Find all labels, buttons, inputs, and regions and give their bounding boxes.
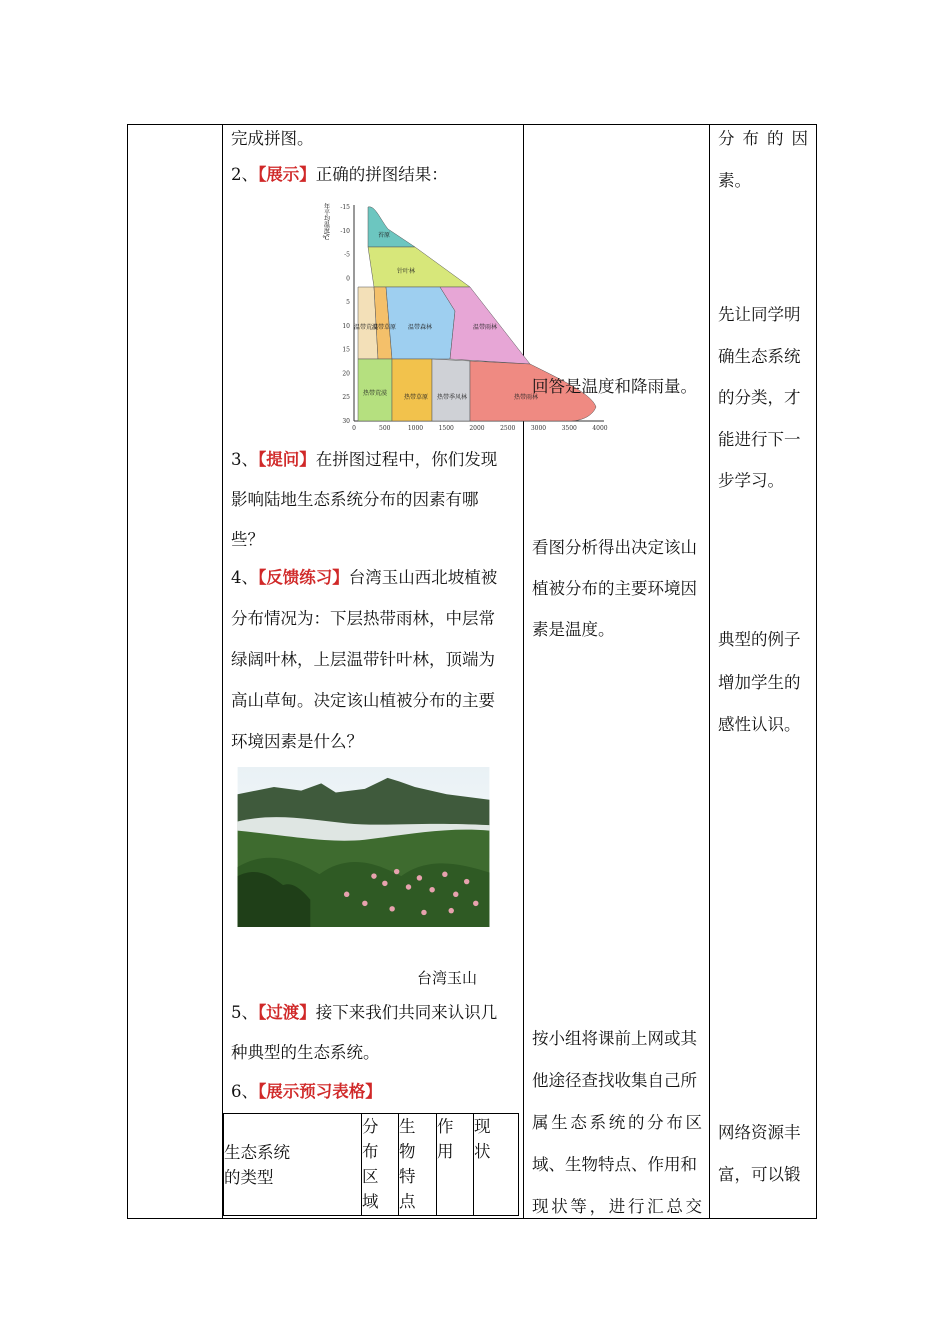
x-tick-label: 0	[352, 425, 356, 432]
text-line: 些？	[231, 530, 264, 549]
answer-3-line1: 按小组将课前上网或其	[532, 1029, 697, 1048]
item-text: 在拼图过程中，你们发现	[315, 450, 498, 469]
column-student-activity	[524, 125, 710, 1219]
header-type-line1: 生态系统	[224, 1142, 290, 1162]
header-char: 物	[399, 1142, 416, 1161]
item-text: 台湾玉山西北坡植被	[348, 568, 498, 587]
note-3-line1: 典型的例子	[718, 630, 801, 649]
x-tick-label: 2500	[500, 425, 516, 432]
item-number: 2、	[231, 165, 258, 184]
x-tick-label: 2000	[469, 425, 485, 432]
note-2-line3: 的分类，才	[718, 388, 801, 407]
item-5	[231, 1003, 497, 1023]
y-tick-label: 15	[342, 346, 350, 354]
region-tropical-grassland	[392, 359, 432, 421]
y-tick-label: 0	[346, 275, 350, 283]
region-tundra	[368, 207, 415, 247]
tag-question: 【提问】	[258, 450, 316, 469]
header-char: 特	[399, 1167, 416, 1186]
header-type	[224, 1114, 362, 1216]
label-temperate-rainforest: 温带雨林	[472, 324, 498, 331]
label-tropical-grassland: 热带草原	[403, 394, 429, 401]
x-tick-label: 3500	[561, 425, 577, 432]
header-char: 分	[362, 1117, 379, 1136]
item-4	[231, 568, 497, 588]
header-char: 域	[362, 1192, 379, 1211]
yushan-photo	[225, 767, 502, 927]
answer-3-line3: 属生态系统的分布区	[532, 1113, 702, 1132]
note-1-line2: 素。	[718, 171, 751, 190]
note-1-line1: 分布的因	[718, 129, 808, 148]
x-tick-label: 4000	[592, 425, 608, 432]
item-number: 6、	[231, 1082, 258, 1101]
header-char: 用	[437, 1142, 454, 1161]
note-2-line5: 步学习。	[718, 471, 784, 490]
item-6	[231, 1082, 382, 1102]
label-temperate-grassland: 温带草原	[371, 324, 397, 331]
tag-preview-table: 【展示预习表格】	[258, 1082, 382, 1101]
answer-2-line2: 植被分布的主要环境因	[532, 579, 697, 598]
x-tick-label: 3000	[530, 425, 547, 432]
column-design-intent	[710, 125, 817, 1219]
header-char: 状	[474, 1142, 491, 1161]
y-tick-label: 5	[346, 299, 350, 307]
label-temperate-desert: 温带荒漠	[353, 324, 379, 331]
column-empty	[128, 125, 223, 1219]
item-text: 正确的拼图结果：	[315, 165, 448, 184]
label-temperate-forest: 温带森林	[407, 324, 433, 331]
item-number: 4、	[231, 568, 258, 587]
text-line: 高山草甸。决定该山植被分布的主要	[231, 691, 495, 710]
text-line: 绿阔叶林，上层温带针叶林，顶端为	[231, 650, 495, 669]
note-4-line1: 网络资源丰	[718, 1123, 801, 1142]
header-bio	[399, 1114, 437, 1216]
chart-ylabel: 年平均温度/℃	[322, 203, 330, 243]
text-line: 分布情况为：下层热带雨林，中层常	[231, 609, 495, 628]
tag-feedback: 【反馈练习】	[258, 568, 349, 587]
label-conifer: 针叶林	[396, 268, 416, 275]
label-tropical-desert: 热带荒漠	[362, 390, 388, 397]
item-number: 5、	[231, 1003, 258, 1022]
header-char: 点	[399, 1192, 416, 1211]
region-temperate-forest	[386, 287, 455, 359]
y-tick-label: 25	[342, 394, 350, 402]
label-tundra: 苔原	[377, 232, 391, 239]
x-tick-label: 1000	[407, 425, 424, 432]
header-char: 现	[474, 1117, 491, 1136]
item-number: 3、	[231, 450, 258, 469]
y-tick-label: 30	[342, 418, 350, 425]
lesson-plan-table	[127, 124, 817, 1219]
region-tropical-seasonal	[432, 359, 470, 421]
header-type-line2: 的类型	[224, 1167, 274, 1187]
photo-caption: 台湾玉山	[417, 969, 478, 987]
x-tick-label: 1500	[438, 425, 454, 432]
y-tick-label: 10	[342, 322, 350, 330]
note-2-line4: 能进行下一	[718, 430, 801, 449]
tag-show: 【展示】	[258, 165, 316, 184]
answer-3-line4: 域、生物特点、作用和	[532, 1155, 697, 1174]
answer-3-line5: 现状等，进行汇总交	[532, 1197, 702, 1216]
text-line: 种典型的生态系统。	[231, 1043, 380, 1062]
tag-transition: 【过渡】	[258, 1003, 316, 1022]
text-line: 环境因素是什么？	[231, 732, 363, 751]
text-line: 完成拼图。	[231, 129, 314, 148]
note-2-line1: 先让同学明	[718, 305, 801, 324]
label-tropical-seasonal: 热带季风林	[436, 394, 468, 401]
note-3-line2: 增加学生的	[718, 673, 801, 692]
preview-table	[223, 1113, 519, 1216]
header-char: 生	[399, 1117, 416, 1136]
header-region	[362, 1114, 399, 1216]
header-char: 区	[362, 1167, 379, 1186]
answer-3-line2: 他途径查找收集自己所	[532, 1071, 697, 1090]
y-tick-label: -10	[340, 227, 350, 235]
item-text: 接下来我们共同来认识几	[315, 1003, 498, 1022]
header-role	[437, 1114, 474, 1216]
x-tick-label: 500	[379, 425, 391, 432]
header-char: 布	[362, 1142, 379, 1161]
note-4-line2: 富，可以锻	[718, 1165, 801, 1184]
text-line: 影响陆地生态系统分布的因素有哪	[231, 490, 479, 509]
answer-2-line1: 看图分析得出决定该山	[532, 538, 697, 557]
answer-2-line3: 素是温度。	[532, 620, 615, 639]
header-char: 作	[437, 1117, 454, 1136]
y-tick-label: -5	[344, 251, 350, 259]
answer-1: 回答是温度和降雨量。	[532, 377, 697, 396]
item-2	[231, 165, 448, 185]
note-3-line3: 感性认识。	[718, 715, 801, 734]
y-tick-label: 20	[342, 370, 350, 378]
header-status	[474, 1114, 519, 1216]
region-conifer	[368, 247, 470, 287]
label-tropical-rainforest: 热带雨林	[513, 394, 539, 401]
note-2-line2: 确生态系统	[718, 347, 801, 366]
item-3	[231, 450, 497, 470]
y-tick-label: -15	[340, 204, 350, 211]
